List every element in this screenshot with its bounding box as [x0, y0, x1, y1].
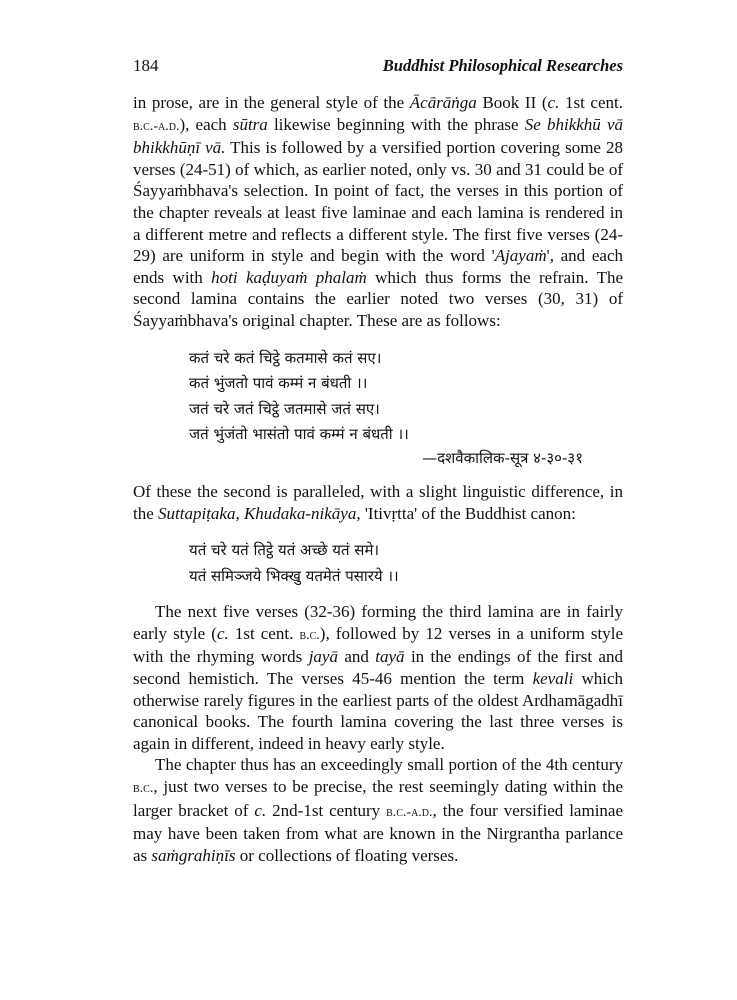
sanskrit-verse-block-1	[189, 346, 623, 472]
paragraph-3	[133, 601, 623, 754]
paragraph-1	[133, 92, 623, 332]
text-span: The next five verses (32-36) forming the third lamina are in fairly early style (	[133, 602, 623, 643]
text-span: ', and each ends with	[133, 246, 623, 287]
text-span: which thus forms the refrain. The second lamina contains the earlier noted two verses (30, 31) of Śayyaṁbhava's original chapter. These are as follows:	[133, 267, 623, 330]
italic-term: sūtra	[232, 114, 268, 134]
text-span: likewise beginning with the phrase	[267, 114, 525, 134]
verse-line: यतं चरे यतं तिट्ठे यतं अच्छे यतं समे।	[189, 541, 380, 560]
text-span: 1st cent.	[559, 93, 623, 112]
page-header	[133, 50, 623, 80]
verse-line: कतं चरे कतं चिट्ठे कतमासे कतं सए।	[189, 348, 382, 367]
verse-source-citation: —दशवैकालिक-सूत्र ४-३०-३१	[422, 448, 583, 467]
running-title: Buddhist Philosophical Researches	[382, 56, 623, 75]
text-span: in the endings of the first and second hemistich. The verses 45-46 mention the term	[133, 647, 623, 688]
text-span: in prose, are in the general style of the	[133, 93, 410, 112]
page-number: 184	[133, 56, 159, 75]
paragraph-2	[133, 481, 623, 524]
small-caps-era: b.c.	[299, 627, 320, 643]
text-span: 2nd-1st century	[266, 800, 387, 820]
text-span: , the four versified laminae may have been taken from what are known in the Nirgrantha parlance as	[133, 800, 624, 865]
small-caps-era: b.c.	[133, 780, 154, 796]
italic-term: Suttapiṭaka, Khudaka-nikāya,	[158, 503, 361, 523]
italic-term: kevali	[532, 669, 574, 688]
italic-term: hoti kaḍuyaṁ phalaṁ	[211, 267, 367, 287]
verse-line: यतं समिञ्जये भिक्खु यतमेतं पसारये ।।	[189, 566, 399, 585]
italic-term: Ajayaṁ	[494, 246, 547, 266]
small-caps-era: b.c.-a.d.	[133, 118, 180, 134]
text-span: ), each	[179, 114, 233, 134]
text-span: Book II (	[476, 93, 548, 112]
verse-line: जतं भुंजंतो भासंतो पावं कम्मं न बंधती ।।	[189, 425, 409, 444]
italic-term: c.	[547, 93, 560, 112]
italic-term: c.	[216, 623, 229, 643]
italic-term: Se bhikkhū vā bhikkhūṇī vā.	[133, 114, 623, 158]
text-span: ), followed by 12 verses in a uniform style with the rhyming words	[133, 623, 624, 667]
text-span: , just two verses to be precise, the rest seemingly dating within the larger bracket of	[133, 776, 623, 820]
verse-line: जतं चरे जतं चिट्ठे जतमासे जतं सए।	[189, 399, 380, 418]
sanskrit-verse-block-2	[189, 538, 623, 589]
text-span: and	[337, 647, 376, 667]
text-span: Of these the second is paralleled, with a slight linguistic difference, in the	[133, 482, 623, 523]
text-span: 1st cent.	[228, 623, 300, 643]
text-span: or collections of floating verses.	[235, 845, 459, 865]
text-span: 'Itivṛtta' of the Buddhist canon:	[360, 503, 576, 523]
italic-term: c.	[254, 800, 267, 820]
book-page	[133, 50, 623, 866]
text-span: This is followed by a versified portion covering some 28 verses (24-51) of which, as earlier noted, only vs. 30 and 31 could be of Śayyaṁbhava's selection. In point of fact, the verses in this portion of the chapter reveals at least five laminae and each lamina is rendered in a different metre and reflects a different style. The first five verses (24-29) are uniform in style and begin with the word '	[133, 138, 624, 266]
text-span: The chapter thus has an exceedingly small portion of the 4th century	[155, 755, 623, 775]
verse-line: कतं भुंजतो पावं कम्मं न बंधती ।।	[189, 374, 368, 393]
body-text	[133, 92, 623, 866]
text-span: which otherwise rarely figures in the earliest parts of the oldest Ardhamāgadhī canonical books. The fourth lamina covering the last three verses is again in different, indeed in heavy early style.	[133, 669, 623, 753]
italic-term: saṁgrahiṇīs	[151, 845, 236, 865]
italic-term: Ācārāṅga	[409, 93, 477, 112]
italic-term: jayā	[308, 647, 338, 667]
paragraph-4	[133, 754, 623, 866]
italic-term: tayā	[375, 647, 405, 667]
small-caps-era: b.c.-a.d.	[386, 804, 433, 820]
